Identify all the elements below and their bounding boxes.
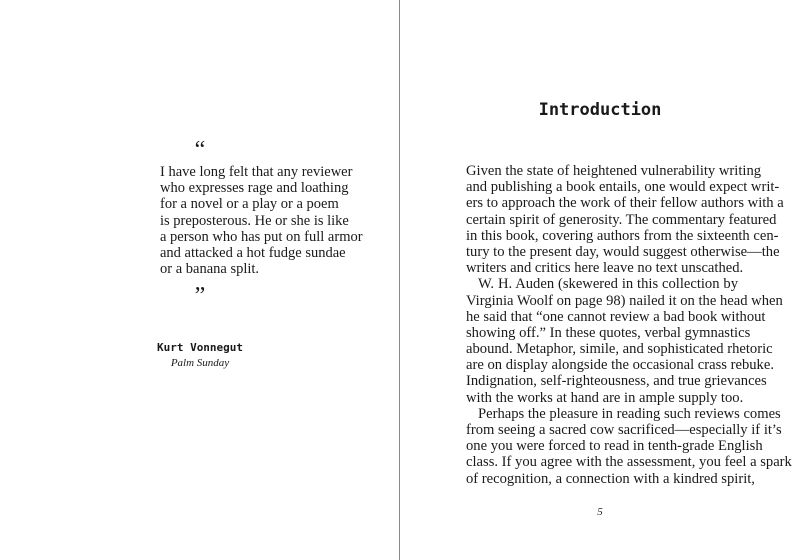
text-line: from seeing a sacred cow sacrificed—especially if it’s	[466, 422, 782, 438]
epigraph-line: or a banana split.	[160, 261, 260, 278]
text-line: certain spirit of generosity. The commentary featured	[466, 211, 777, 228]
text-line: tury to the present day, would suggest otherwise—the	[466, 243, 780, 260]
page-number: 5	[597, 506, 603, 518]
text-line: class. If you agree with the assessment, you feel a spark	[466, 454, 792, 471]
close-quote-mark: ”	[194, 283, 206, 309]
text-line: Virginia Woolf on page 98) nailed it on the head when	[466, 292, 783, 309]
text-line: and publishing a book entails, one would expect writ-	[466, 179, 780, 196]
text-line: Given the state of heightened vulnerability writing	[466, 163, 762, 179]
text-line: Perhaps the pleasure in reading such reviews comes	[478, 405, 781, 422]
text-line: one you were forced to read in tenth-grade English	[466, 438, 763, 455]
text-line: he said that “one cannot review a bad book without	[466, 308, 766, 325]
epigraph-line: is preposterous. He or she is like	[160, 212, 349, 229]
text-line: ers to approach the work of their fellow authors with a	[466, 195, 784, 212]
epigraph-line: a person who has put on full armor	[160, 228, 363, 245]
epigraph-line: I have long felt that any reviewer	[160, 164, 353, 180]
text-line: W. H. Auden (skewered in this collection by	[478, 276, 738, 293]
text-line: with the works at hand are in ample supply too.	[466, 389, 744, 406]
text-line: Indignation, self-righteousness, and true grievances	[466, 373, 767, 390]
open-quote-mark: “	[194, 137, 206, 163]
epigraph-line: who expresses rage and loathing	[160, 180, 349, 197]
text-line: in this book, covering authors from the sixteenth cen-	[466, 227, 779, 244]
epigraph-source: Palm Sunday	[170, 357, 230, 369]
epigraph	[160, 164, 363, 278]
text-line: writers and critics here leave no text unscathed.	[466, 260, 744, 277]
body-text	[466, 163, 792, 487]
text-line: are on display alongside the occasional crass rebuke.	[466, 357, 774, 374]
chapter-title: Introduction	[538, 100, 662, 120]
epigraph-author: Kurt Vonnegut	[156, 341, 244, 354]
epigraph-line: and attacked a hot fudge sundae	[160, 245, 346, 262]
text-line: showing off.” In these quotes, verbal gymnastics	[466, 324, 751, 341]
text-line: abound. Metaphor, simile, and sophisticated rhetoric	[466, 341, 773, 358]
epigraph-line: for a novel or a play or a poem	[160, 196, 339, 213]
text-line: of recognition, a connection with a kindred spirit,	[466, 470, 755, 487]
